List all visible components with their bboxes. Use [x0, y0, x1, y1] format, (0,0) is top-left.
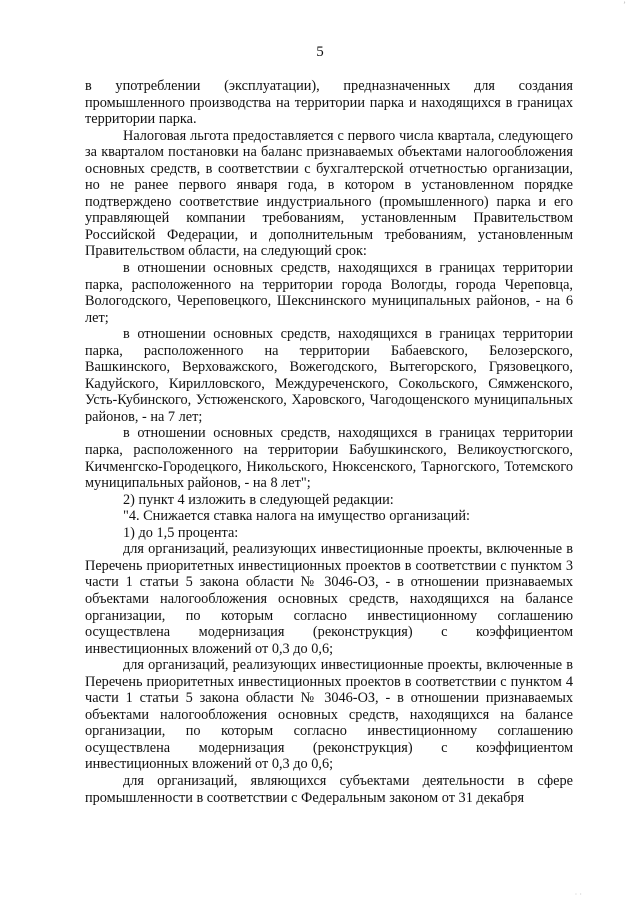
- paragraph: для организаций, реализующих инвестиционные проекты, включенные в Перечень приоритетных инвестиционных проектов в соответствии с пунктом 3 части 1 статьи 5 закона области № 3046-ОЗ, - в отношении признаваемых объектами налогообложения основных средств, находящихся на балансе организации, по которым согласно инвестиционному соглашению осуществлена модернизация (реконструкция) с коэффициентом инвестиционных вложений от 0,3 до 0,6;: [85, 541, 573, 657]
- paragraph: в отношении основных средств, находящихся в границах территории парка, расположенного на территории Бабушкинского, Великоустюгского, Кичменгско-Городецкого, Никольского, Нюксенского, Тарногского, Тотемского муниципальных районов, - на 8 лет";: [85, 425, 573, 492]
- paragraph: "4. Снижается ставка налога на имущество организаций:: [123, 508, 470, 525]
- paragraph: в отношении основных средств, находящихся в границах территории парка, расположенного на территории города Вологды, города Череповца, Вологодского, Череповецкого, Шекснинского муниципальных районов, - на 6 лет;: [85, 260, 573, 326]
- paragraph: 2) пункт 4 изложить в следующей редакции:: [123, 491, 394, 508]
- paragraph: для организаций, реализующих инвестиционные проекты, включенные в Перечень приоритетных инвестиционных проектов в соответствии с пунктом 4 части 1 статьи 5 закона области № 3046-ОЗ, - в отношении признаваемых объектами налогообложения основных средств, находящихся на балансе организации, по которым согласно инвестиционному соглашению осуществлена модернизация (реконструкция) с коэффициентом инвестиционных вложений от 0,3 до 0,6;: [85, 657, 573, 773]
- page-number: 5: [316, 44, 324, 60]
- paragraph: в отношении основных средств, находящихся в границах территории парка, расположенного на территории Бабаевского, Белозерского, Вашкинского, Верховажского, Вожегодского, Вытегорского, Грязовецкого, Кадуйского, Кирилловского, Междуреченского, Сокольского, Сямженского, Усть-Кубинского, Устюженского, Харовского, Чагодощенского муниципальных районов, - на 7 лет;: [85, 326, 573, 425]
- paragraph: в употреблении (эксплуатации), предназначенных для создания промышленного производства на территории парка и находящихся в границах территории парка.: [85, 78, 573, 128]
- footer-mark: · ·: [574, 890, 582, 899]
- paragraph: 1) до 1,5 процента:: [123, 524, 239, 541]
- paragraph: для организаций, являющихся субъектами деятельности в сфере промышленности в соответствии с Федеральным законом от 31 декабря: [85, 772, 573, 806]
- document-body: [85, 78, 573, 806]
- paragraph: Налоговая льгота предоставляется с первого числа квартала, следующего за кварталом постановки на баланс признаваемых объектами налогообложения основных средств, в соответствии с бухгалтерской отчетностью организации, но не ранее первого января года, в котором в установленном порядке подтверждено соответствие индустриального (промышленного) парка и его управляющей компании требованиям, установленным Правительством Российской Федерации, и дополнительным требованиям, установленным Правительством области, на следующий срок:: [85, 127, 573, 260]
- corner-mark: ’: [623, 0, 626, 10]
